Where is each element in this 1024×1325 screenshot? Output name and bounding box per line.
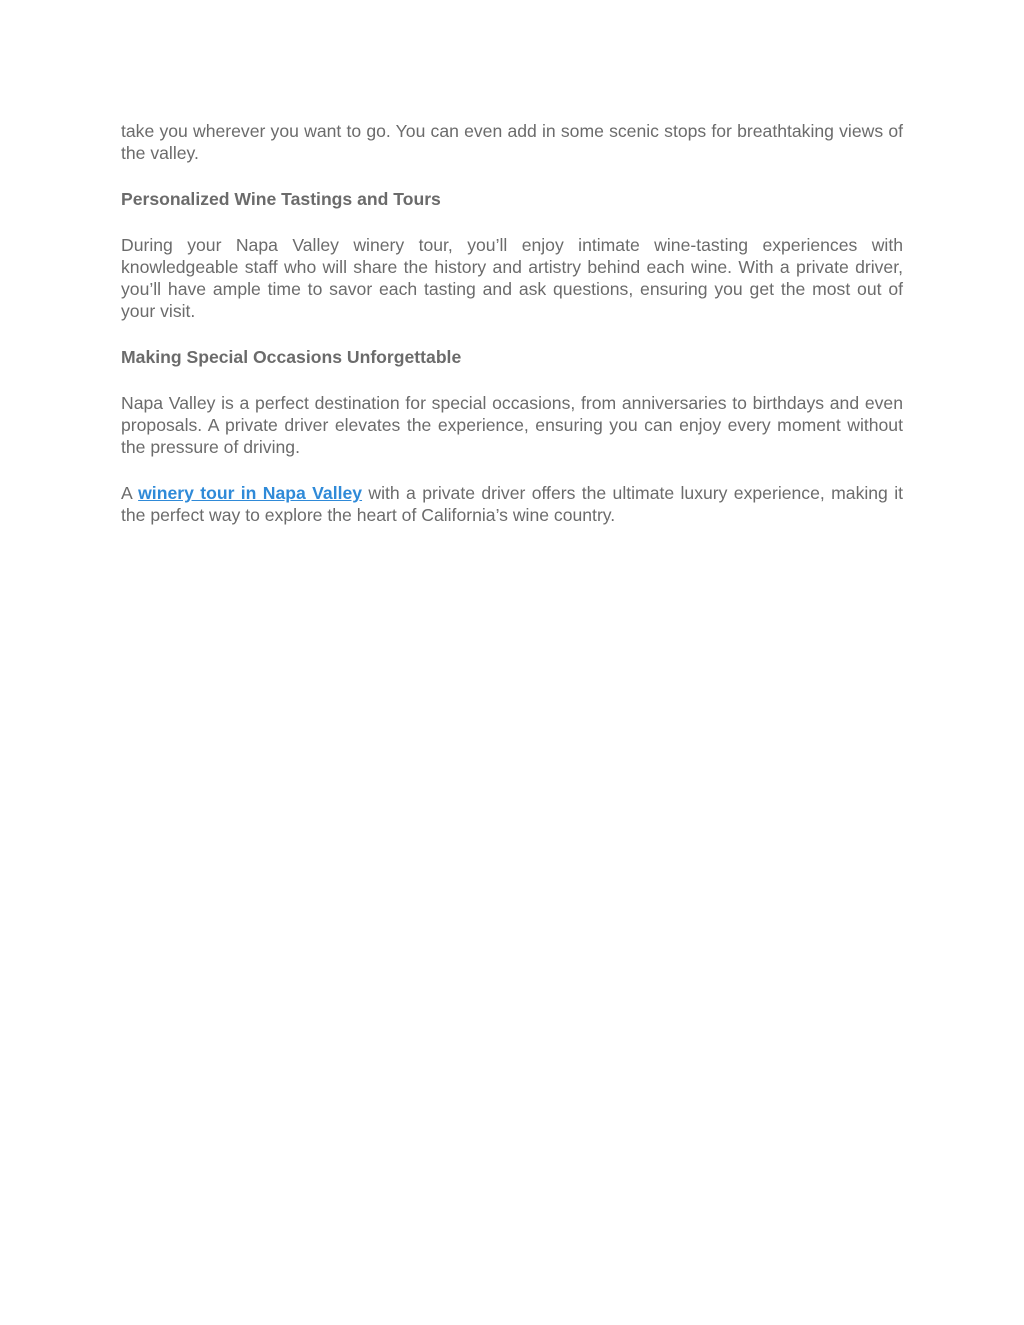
closing-suffix: with a private driver offers the ultimate luxury experience, making it the perfect way to explore the heart of California’s wine country. [121, 483, 903, 525]
document-body [121, 120, 903, 550]
intro-paragraph: take you wherever you want to go. You can even add in some scenic stops for breathtaking views of the valley. [121, 121, 903, 163]
section-heading-special-occasions: Making Special Occasions Unforgettable [121, 347, 462, 367]
section-paragraph-special-occasions: Napa Valley is a perfect destination for special occasions, from anniversaries to birthdays and even proposals. A private driver elevates the experience, ensuring you can enjoy every moment without the pressure of driving. [121, 393, 903, 457]
section-heading-wine-tastings: Personalized Wine Tastings and Tours [121, 189, 441, 209]
closing-paragraph [121, 482, 903, 526]
closing-prefix: A [121, 483, 139, 503]
winery-tour-link[interactable]: winery tour in Napa Valley [138, 483, 363, 503]
section-paragraph-wine-tastings: During your Napa Valley winery tour, you’ll enjoy intimate wine-tasting experiences with knowledgeable staff who will share the history and artistry behind each wine. With a private driver, you’ll have ample time to savor each tasting and ask questions, ensuring you get the most out of your visit. [121, 235, 903, 321]
